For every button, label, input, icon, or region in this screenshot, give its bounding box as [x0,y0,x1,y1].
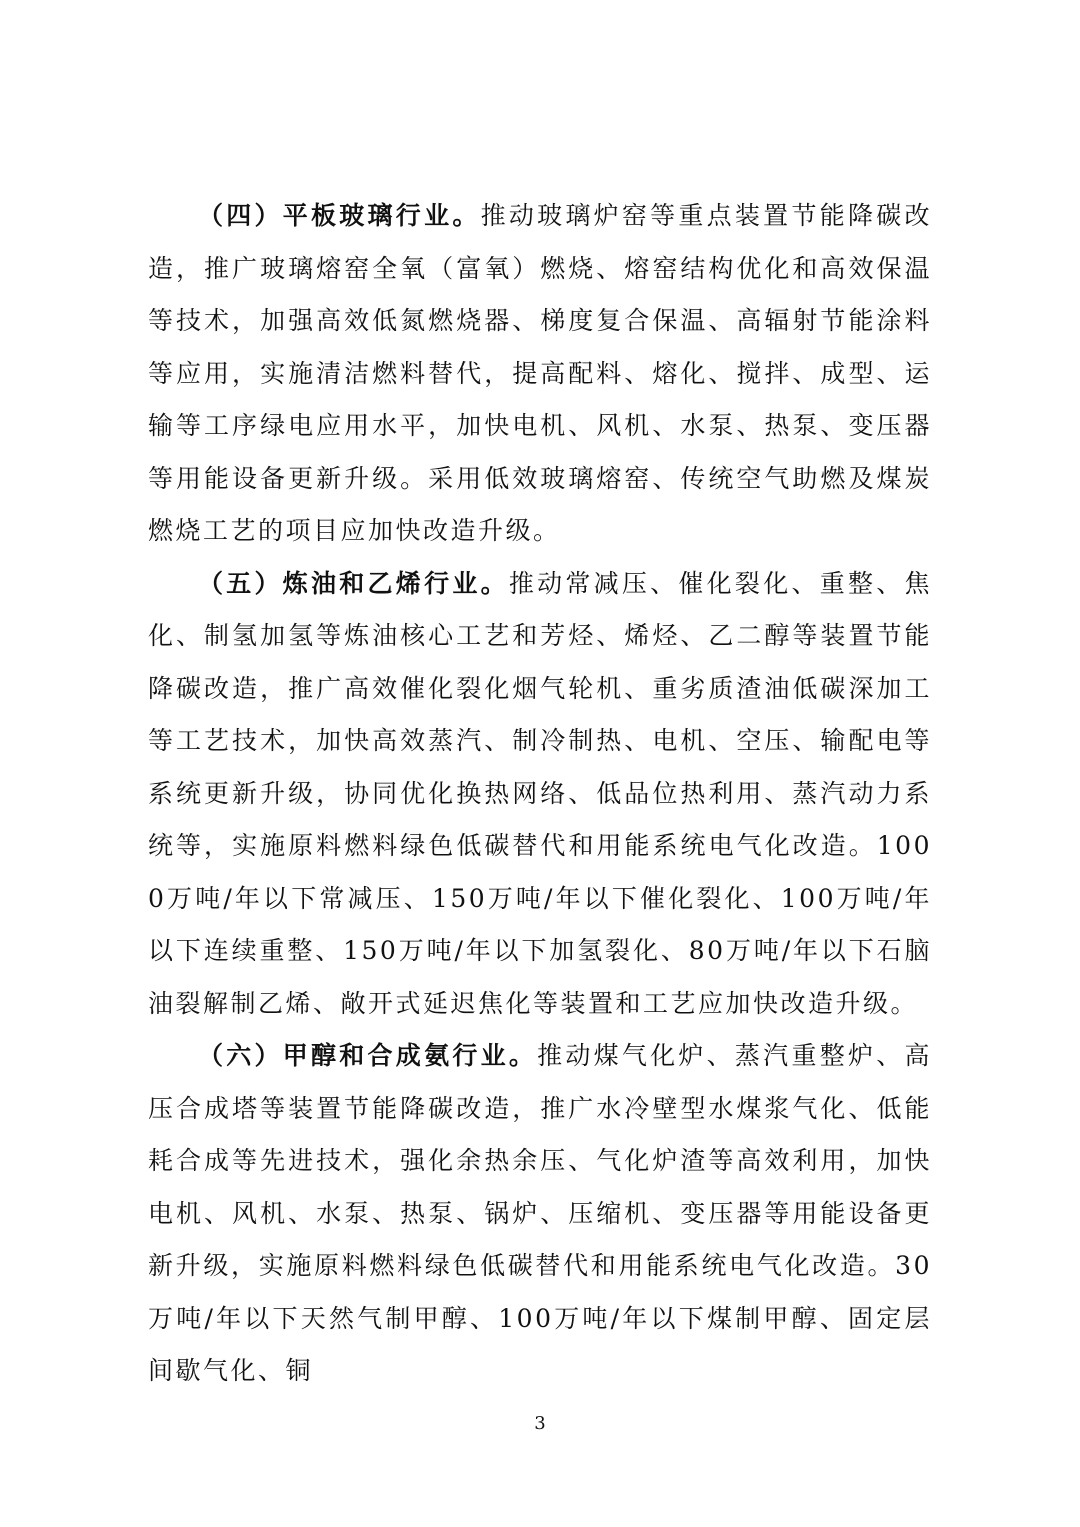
document-body [148,190,932,1398]
section-heading-methanol-ammonia: （六）甲醇和合成氨行业。 [198,1041,538,1070]
section-heading-refining-ethylene: （五）炼油和乙烯行业。 [198,568,509,598]
paragraph-refining-ethylene [148,558,932,1031]
paragraph-methanol-ammonia [148,1030,932,1398]
paragraph-text-refining-ethylene: 推动常减压、催化裂化、重整、焦化、制氢加氢等炼油核心工艺和芳烃、烯烃、乙二醇等装置节能降碳改造，推广高效催化裂化烟气轮机、重劣质渣油低碳深加工等工艺技术，加快高效蒸汽、制冷制热、电机、空压、输配电等系统更新升级，协同优化换热网络、低品位热利用、蒸汽动力系统等，实施原料燃料绿色低碳替代和用能系统电气化改造。1000万吨/年以下常减压、150万吨/年以下催化裂化、100万吨/年以下连续重整、150万吨/年以下加氢裂化、80万吨/年以下石脑油裂解制乙烯、敞开式延迟焦化等装置和工艺应加快改造升级。 [148,568,932,1018]
paragraph-text-flat-glass: 推动玻璃炉窑等重点装置节能降碳改造，推广玻璃熔窑全氧（富氧）燃烧、熔窑结构优化和高效保温等技术，加强高效低氮燃烧器、梯度复合保温、高辐射节能涂料等应用，实施清洁燃料替代，提高配料、熔化、搅拌、成型、运输等工序绿电应用水平，加快电机、风机、水泵、热泵、变压器等用能设备更新升级。采用低效玻璃熔窑、传统空气助燃及煤炭燃烧工艺的项目应加快改造升级。 [148,201,932,545]
paragraph-text-methanol-ammonia: 推动煤气化炉、蒸汽重整炉、高压合成塔等装置节能降碳改造，推广水冷壁型水煤浆气化、低能耗合成等先进技术，强化余热余压、气化炉渣等高效利用，加快电机、风机、水泵、热泵、锅炉、压缩机、变压器等用能设备更新升级，实施原料燃料绿色低碳替代和用能系统电气化改造。30万吨/年以下天然气制甲醇、100万吨/年以下煤制甲醇、固定层间歇气化、铜 [148,1041,932,1385]
page-number: 3 [534,1413,546,1434]
section-heading-flat-glass: （四）平板玻璃行业。 [198,201,481,230]
paragraph-flat-glass [148,190,932,558]
